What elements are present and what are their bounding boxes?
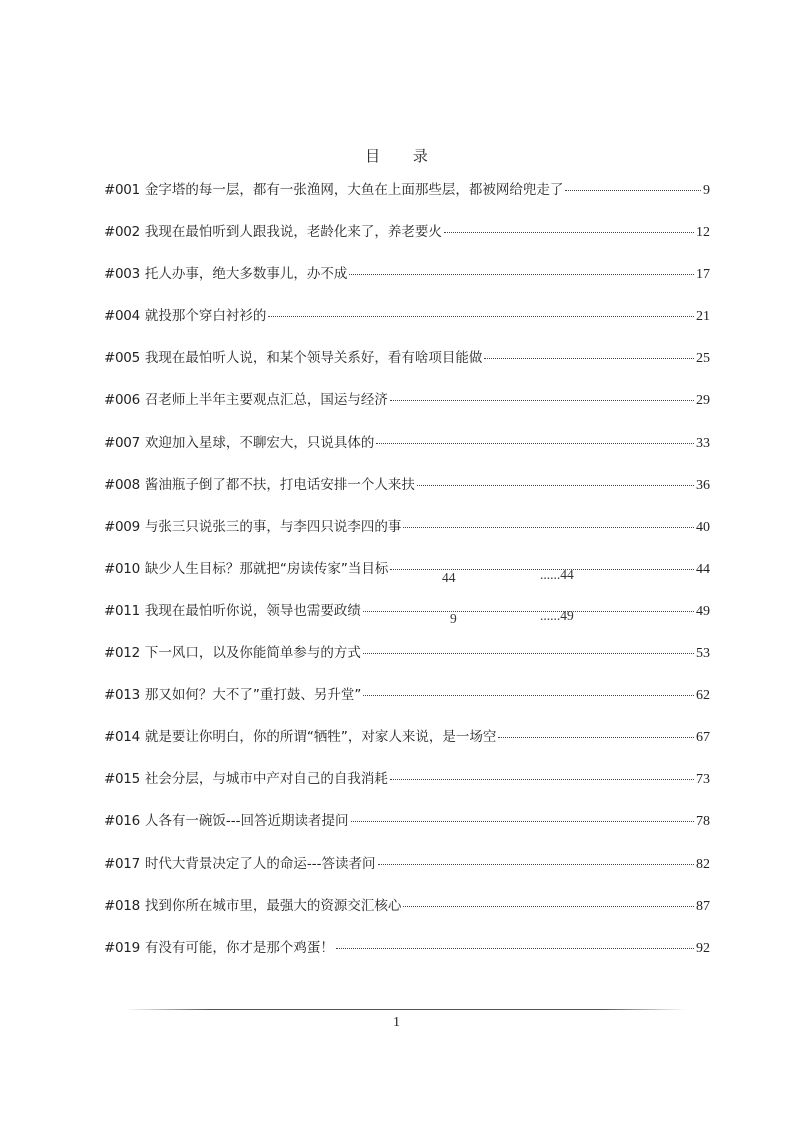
leader-dots	[498, 737, 694, 738]
entry-title: 与张三只说张三的事，与李四只说李四的事	[144, 518, 402, 535]
footer-divider	[126, 1009, 686, 1010]
entry-title: 我现在最怕听人说，和某个领导关系好，看有啥项目能做	[144, 350, 483, 367]
scan-smudge	[452, 590, 612, 608]
entry-title: 有没有可能，你才是那个鸡蛋！	[144, 939, 334, 956]
leader-dots	[390, 779, 694, 780]
toc-entry[interactable]	[104, 560, 710, 602]
entry-title: 就投那个穿白衬衫的	[144, 308, 267, 325]
toc-entry[interactable]	[104, 728, 710, 770]
artifact-page-ref: ......49	[540, 608, 574, 623]
toc-entry[interactable]	[104, 602, 710, 644]
entry-number: #018	[104, 897, 140, 914]
entry-title: 找到你所在城市里，最强大的资源交汇核心	[144, 897, 402, 914]
artifact-page-ref: 9	[450, 611, 457, 626]
entry-number: #005	[104, 350, 140, 367]
entry-title: 欢迎加入星球，不聊宏大，只说具体的	[144, 434, 375, 451]
entry-page: 67	[696, 730, 710, 746]
toc-entry[interactable]	[104, 307, 710, 349]
toc-entry[interactable]	[104, 223, 710, 265]
entry-title: 金字塔的每一层，都有一张渔网，大鱼在上面那些层，都被网给兜走了	[144, 182, 564, 198]
toc-title: 目 录	[365, 147, 442, 165]
toc-entry[interactable]	[104, 349, 710, 391]
entry-title: 人各有一碗饭---回答近期读者提问	[144, 813, 349, 830]
entry-page: 92	[696, 940, 710, 956]
entry-title: 就是要让你明白，你的所谓“牺牲”，对家人来说，是一场空	[144, 729, 497, 746]
entry-number: #017	[104, 855, 140, 872]
toc-entry[interactable]	[104, 181, 710, 223]
entry-title: 我现在最怕听你说，领导也需要政绩	[144, 602, 361, 619]
toc-entry[interactable]	[104, 644, 710, 686]
entry-title: 托人办事，绝大多数事儿，办不成	[144, 266, 348, 283]
leader-dots	[565, 190, 701, 191]
entry-page: 29	[696, 393, 710, 409]
entry-number: #019	[104, 939, 140, 956]
toc-entry[interactable]	[104, 897, 710, 939]
leader-dots	[268, 316, 694, 317]
entry-number: #001	[104, 182, 140, 198]
entry-number: #007	[104, 434, 140, 451]
leader-dots	[336, 948, 694, 949]
leader-dots	[390, 400, 694, 401]
entry-number: #012	[104, 645, 140, 662]
leader-dots	[403, 527, 694, 528]
entry-title: 那又如何？大不了”重打鼓、另升堂”	[144, 687, 362, 704]
entry-page: 62	[696, 688, 710, 704]
entry-page: 36	[696, 477, 710, 493]
toc-entry[interactable]	[104, 939, 710, 981]
entry-page: 12	[696, 225, 710, 241]
entry-number: #014	[104, 729, 140, 746]
artifact-page-ref: ......44	[540, 567, 574, 582]
leader-dots	[351, 821, 694, 822]
entry-page: 17	[696, 267, 710, 283]
toc-entry[interactable]	[104, 476, 710, 518]
entry-title: 时代大背景决定了人的命运---答读者问	[144, 855, 376, 872]
footer-page-number: 1	[393, 1015, 400, 1030]
entry-title: 社会分层，与城市中产对自己的自我消耗	[144, 771, 388, 788]
toc-entry[interactable]	[104, 770, 710, 812]
entry-page: 73	[696, 772, 710, 788]
leader-dots	[417, 485, 694, 486]
toc-entry[interactable]	[104, 686, 710, 728]
entry-page: 33	[696, 435, 710, 451]
entry-page: 25	[696, 351, 710, 367]
entry-number: #003	[104, 266, 140, 283]
leader-dots	[484, 358, 694, 359]
entry-number: #013	[104, 687, 140, 704]
leader-dots	[376, 443, 694, 444]
entry-number: #009	[104, 518, 140, 535]
entry-title: 下一风口，以及你能简单参与的方式	[144, 645, 361, 662]
entry-page: 9	[703, 183, 710, 198]
entry-title: 酱油瓶子倒了都不扶，打电话安排一个人来扶	[144, 476, 415, 493]
entry-number: #011	[104, 602, 140, 619]
entry-page: 44	[696, 561, 710, 577]
entry-title: 我现在最怕听到人跟我说，老龄化来了，养老要火	[144, 224, 442, 241]
scan-smudge	[452, 548, 612, 566]
toc-entry[interactable]	[104, 518, 710, 560]
entry-number: #010	[104, 560, 140, 577]
entry-page: 82	[696, 856, 710, 872]
entry-title: 召老师上半年主要观点汇总，国运与经济	[144, 392, 388, 409]
artifact-page-ref: 44	[442, 570, 456, 585]
toc-entry[interactable]	[104, 265, 710, 307]
entry-page: 49	[696, 603, 710, 619]
leader-dots	[349, 274, 694, 275]
entry-number: #016	[104, 813, 140, 830]
toc-list	[104, 181, 710, 981]
entry-number: #004	[104, 308, 140, 325]
toc-entry[interactable]	[104, 434, 710, 476]
entry-number: #008	[104, 476, 140, 493]
toc-entry[interactable]	[104, 812, 710, 854]
entry-page: 78	[696, 814, 710, 830]
entry-page: 53	[696, 646, 710, 662]
entry-page: 40	[696, 519, 710, 535]
entry-page: 87	[696, 898, 710, 914]
toc-entry[interactable]	[104, 391, 710, 433]
entry-number: #006	[104, 392, 140, 409]
entry-page: 21	[696, 309, 710, 325]
leader-dots	[363, 653, 694, 654]
toc-entry[interactable]	[104, 855, 710, 897]
entry-title: 缺少人生目标？那就把“房读传家”当目标	[144, 560, 389, 577]
leader-dots	[363, 611, 694, 612]
leader-dots	[363, 695, 694, 696]
leader-dots	[403, 906, 694, 907]
leader-dots	[378, 864, 694, 865]
entry-number: #015	[104, 771, 140, 788]
leader-dots	[444, 232, 694, 233]
entry-number: #002	[104, 224, 140, 241]
